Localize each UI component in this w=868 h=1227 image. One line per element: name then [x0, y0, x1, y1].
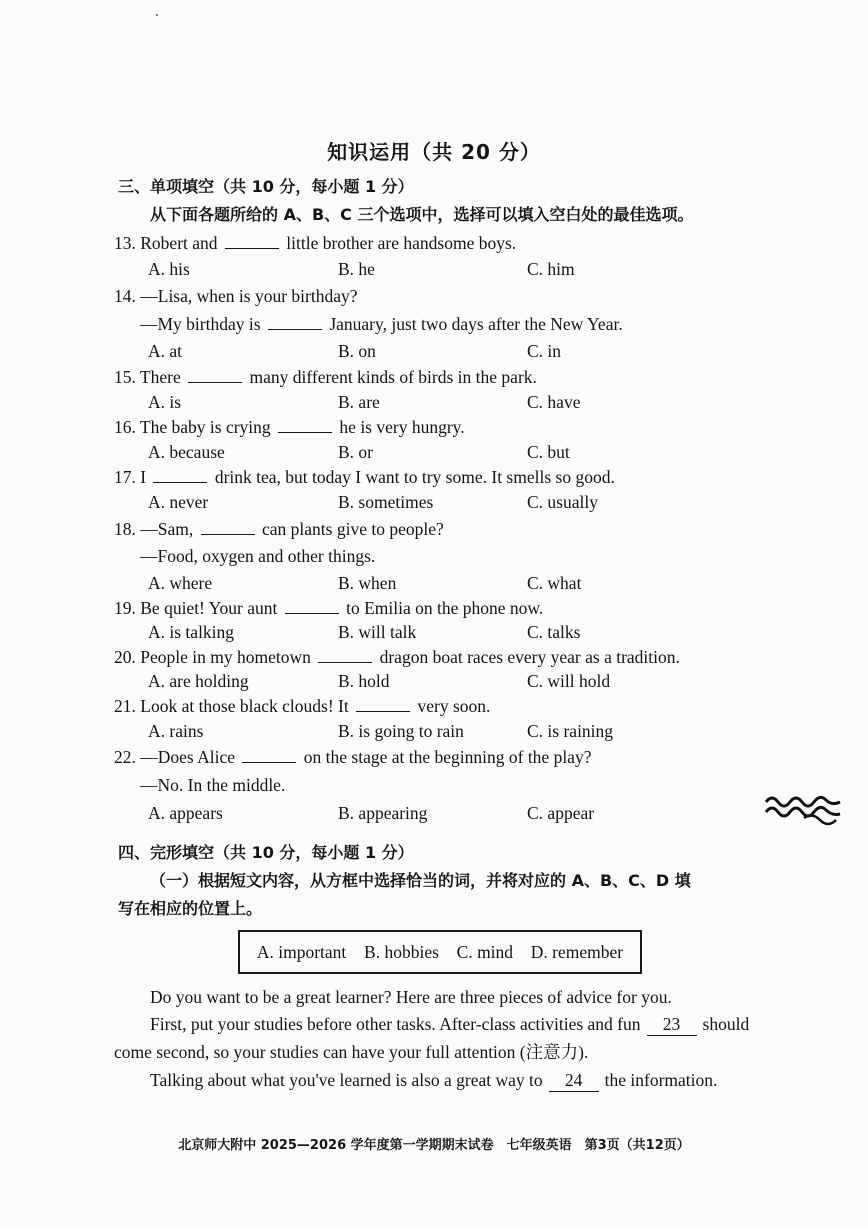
question-17-option-a[interactable]: A. never: [148, 492, 209, 512]
answer-blank[interactable]: [278, 416, 332, 433]
question-21-option-a[interactable]: A. rains: [148, 721, 204, 741]
question-22-line-2: [140, 774, 285, 796]
question-16-line-1: [114, 416, 465, 438]
blank-24[interactable]: 24: [549, 1069, 599, 1092]
question-14-option-a[interactable]: A. at: [148, 341, 183, 361]
question-21-line-1: [114, 695, 490, 717]
page-title: 知识运用（共 20 分）: [327, 140, 541, 164]
question-13-option-c[interactable]: C. him: [527, 259, 575, 279]
passage-text: First, put your studies before other tasks. After-class activities and fun: [150, 1014, 641, 1034]
question-20-line-1: [114, 646, 680, 668]
answer-blank[interactable]: [242, 746, 296, 763]
question-text: January, just two days after the New Year.: [324, 314, 623, 334]
question-text: 21. Look at those black clouds! It: [114, 696, 354, 716]
passage-text: Talking about what you've learned is also a great way to: [150, 1070, 543, 1090]
section4-heading: 四、完形填空（共 10 分，每小题 1 分）: [118, 843, 414, 862]
question-text: 15. There: [114, 367, 186, 387]
scribble-mark: [764, 792, 844, 826]
question-text: drink tea, but today I want to try some. It smells so good.: [210, 467, 615, 487]
question-text: 13. Robert and: [114, 233, 222, 253]
question-22-line-1: [114, 746, 591, 768]
question-text: —My birthday is: [140, 314, 265, 334]
section4-instruction-line2: 写在相应的位置上。: [118, 899, 263, 918]
question-text: —No. In the middle.: [140, 775, 286, 795]
passage-paragraph-2-line2: come second, so your studies can have your full attention (注意力).: [114, 1042, 589, 1062]
answer-blank[interactable]: [356, 695, 410, 712]
question-text: 19. Be quiet! Your aunt: [114, 598, 282, 618]
question-text: many different kinds of birds in the park.: [245, 367, 537, 387]
answer-blank[interactable]: [153, 466, 207, 483]
question-21-option-c[interactable]: C. is raining: [527, 721, 614, 741]
section3-heading: 三、单项填空（共 10 分，每小题 1 分）: [118, 177, 414, 196]
question-text: very soon.: [413, 696, 491, 716]
question-16-option-a[interactable]: A. because: [148, 442, 225, 462]
question-text: 16. The baby is crying: [114, 417, 276, 437]
question-text: 18. —Sam,: [114, 519, 198, 539]
question-19-line-1: [114, 597, 543, 619]
question-17-line-1: [114, 466, 615, 488]
question-19-option-c[interactable]: C. talks: [527, 622, 581, 642]
passage-paragraph-3: [150, 1069, 717, 1092]
question-text: to Emilia on the phone now.: [341, 598, 544, 618]
passage-text: the information.: [604, 1070, 718, 1090]
answer-blank[interactable]: [318, 646, 372, 663]
question-text: 20. People in my hometown: [114, 647, 316, 667]
question-17-option-c[interactable]: C. usually: [527, 492, 598, 512]
question-15-option-c[interactable]: C. have: [527, 392, 581, 412]
word-option-a: A. important: [256, 941, 347, 962]
word-option-c: C. mind: [456, 941, 514, 962]
question-15-line-1: [114, 366, 537, 388]
question-21-option-b[interactable]: B. is going to rain: [338, 721, 464, 741]
question-20-option-b[interactable]: B. hold: [338, 671, 390, 691]
passage-paragraph-2-line1: [150, 1013, 749, 1036]
answer-blank[interactable]: [225, 232, 279, 249]
question-17-option-b[interactable]: B. sometimes: [338, 492, 434, 512]
answer-blank[interactable]: [188, 366, 242, 383]
answer-blank[interactable]: [268, 313, 322, 330]
question-18-line-2: [140, 545, 375, 567]
page-footer: 北京师大附中 2025—2026 学年度第一学期期末试卷 七年级英语 第3页（共12页）: [178, 1138, 690, 1153]
question-14-line-2: [140, 313, 623, 335]
question-18-option-a[interactable]: A. where: [148, 573, 213, 593]
question-16-option-b[interactable]: B. or: [338, 442, 373, 462]
question-13-option-a[interactable]: A. his: [148, 259, 190, 279]
question-13-option-b[interactable]: B. he: [338, 259, 375, 279]
question-18-option-c[interactable]: C. what: [527, 573, 582, 593]
question-22-option-a[interactable]: A. appears: [148, 803, 223, 823]
question-19-option-b[interactable]: B. will talk: [338, 622, 417, 642]
passage-text: should: [702, 1014, 750, 1034]
answer-blank[interactable]: [201, 518, 255, 535]
word-option-b: B. hobbies: [364, 941, 439, 962]
question-15-option-b[interactable]: B. are: [338, 392, 380, 412]
blank-23[interactable]: 23: [647, 1013, 697, 1036]
question-13-line-1: [114, 232, 516, 254]
question-16-option-c[interactable]: C. but: [527, 442, 570, 462]
answer-blank[interactable]: [285, 597, 339, 614]
passage-paragraph-1: Do you want to be a great learner? Here are three pieces of advice for you.: [150, 987, 672, 1007]
speck-mark: [156, 14, 158, 16]
section3-instruction: 从下面各题所给的 A、B、C 三个选项中，选择可以填入空白处的最佳选项。: [150, 205, 694, 224]
question-18-line-1: [114, 518, 444, 540]
question-18-option-b[interactable]: B. when: [338, 573, 397, 593]
question-22-option-b[interactable]: B. appearing: [338, 803, 428, 823]
question-text: 17. I: [114, 467, 151, 487]
question-text: dragon boat races every year as a tradition.: [375, 647, 680, 667]
question-text: 14. —Lisa, when is your birthday?: [114, 286, 358, 306]
question-text: —Food, oxygen and other things.: [140, 546, 376, 566]
question-14-option-b[interactable]: B. on: [338, 341, 376, 361]
question-text: on the stage at the beginning of the play?: [299, 747, 592, 767]
question-14-line-1: [114, 285, 358, 307]
question-22-option-c[interactable]: C. appear: [527, 803, 595, 823]
question-14-option-c[interactable]: C. in: [527, 341, 562, 361]
question-19-option-a[interactable]: A. is talking: [148, 622, 235, 642]
question-20-option-a[interactable]: A. are holding: [148, 671, 249, 691]
word-option-d: D. remember: [530, 941, 624, 962]
question-15-option-a[interactable]: A. is: [148, 392, 182, 412]
word-choice-box: [238, 930, 642, 974]
question-text: 22. —Does Alice: [114, 747, 240, 767]
section4-instruction-line1: （一）根据短文内容，从方框中选择恰当的词，并将对应的 A、B、C、D 填: [150, 871, 691, 890]
question-text: he is very hungry.: [335, 417, 465, 437]
question-20-option-c[interactable]: C. will hold: [527, 671, 611, 691]
question-text: little brother are handsome boys.: [281, 233, 517, 253]
question-text: can plants give to people?: [257, 519, 444, 539]
